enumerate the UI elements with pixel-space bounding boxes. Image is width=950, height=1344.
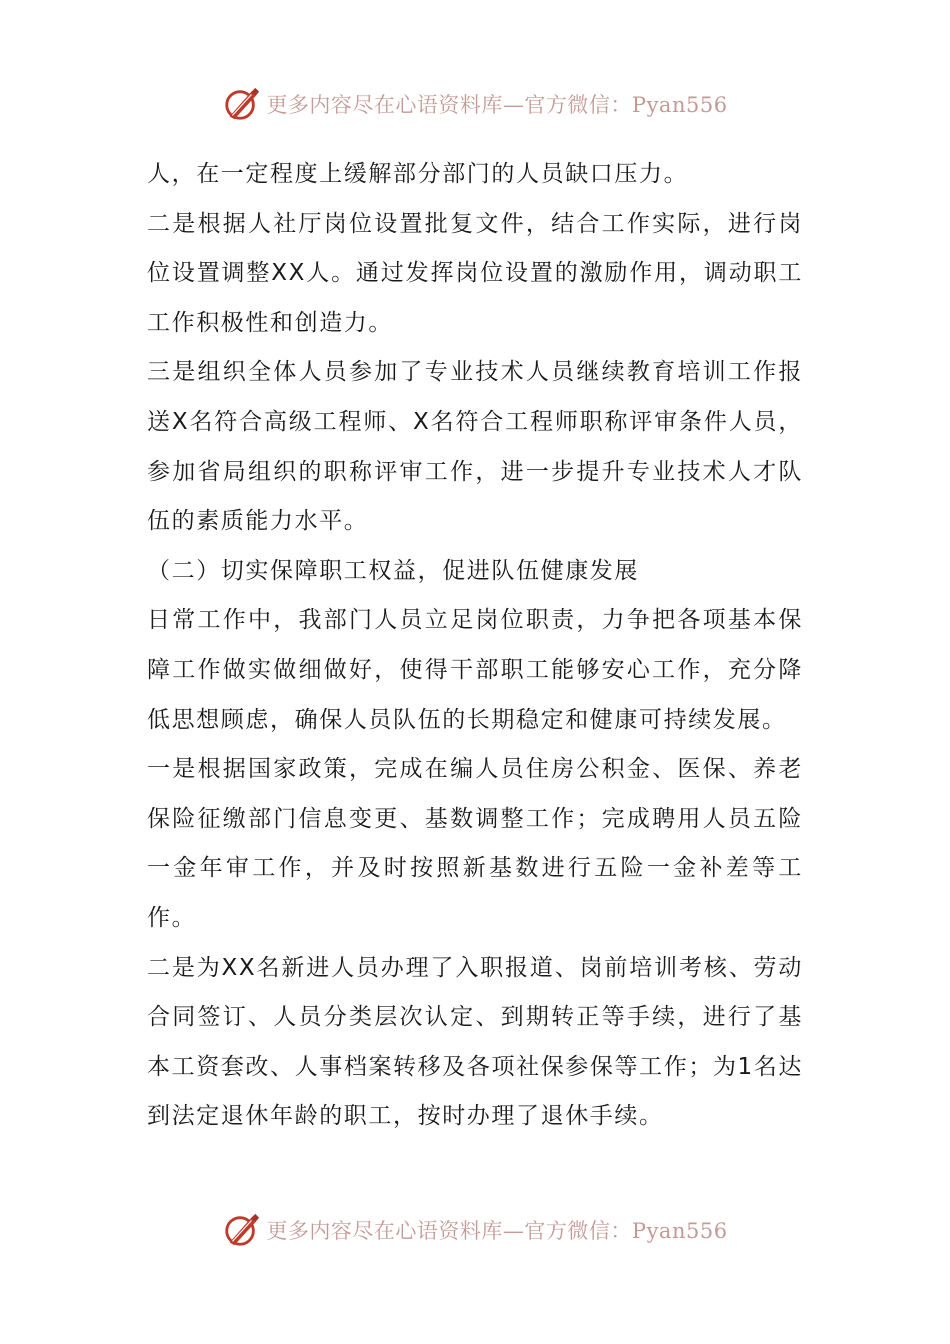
paragraph-daily-work: 日常工作中，我部门人员立足岗位职责，力争把各项基本保障工作做实做细做好，使得干部职工能够安心工作，充分降低思想顾虑，确保人员队伍的长期稳定和健康可持续发展。	[147, 607, 803, 733]
watermark-text: 更多内容尽在心语资料库—官方微信：Pyan556	[266, 93, 728, 117]
pen-nib-logo-icon	[222, 85, 260, 123]
pen-nib-logo-icon	[222, 1211, 260, 1249]
watermark-text: 更多内容尽在心语资料库—官方微信：Pyan556	[266, 1219, 728, 1243]
paragraph-continuation: 人，在一定程度上缓解部分部门的人员缺口压力。	[147, 161, 689, 187]
document-body	[147, 150, 803, 1142]
paragraph-social-insurance: 一是根据国家政策，完成在编人员住房公积金、医保、养老保险征缴部门信息变更、基数调整工作；完成聘用人员五险一金年审工作，并及时按照新基数进行五险一金补差等工作。	[147, 756, 803, 931]
paragraph-training-evaluation: 三是组织全体人员参加了专业技术人员继续教育培训工作报送X名符合高级工程师、X名符合工程师职称评审条件人员，参加省局组织的职称评审工作，进一步提升专业技术人才队伍的素质能力水平。	[147, 359, 803, 535]
paragraph-new-staff: 二是为XX名新进人员办理了入职报道、岗前培训考核、劳动合同签订、人员分类层次认定、到期转正等手续，进行了基本工资套改、人事档案转移及各项社保参保等工作；为1名达到法定退休年龄的职工，按时办理了退休手续。	[147, 954, 803, 1130]
paragraph-post-adjustment: 二是根据人社厅岗位设置批复文件，结合工作实际，进行岗位设置调整XX人。通过发挥岗位设置的激励作用，调动职工工作积极性和创造力。	[147, 210, 803, 336]
watermark-banner-top	[0, 82, 950, 126]
watermark-banner-bottom	[0, 1208, 950, 1252]
section-heading: （二）切实保障职工权益，促进队伍健康发展	[147, 557, 639, 584]
